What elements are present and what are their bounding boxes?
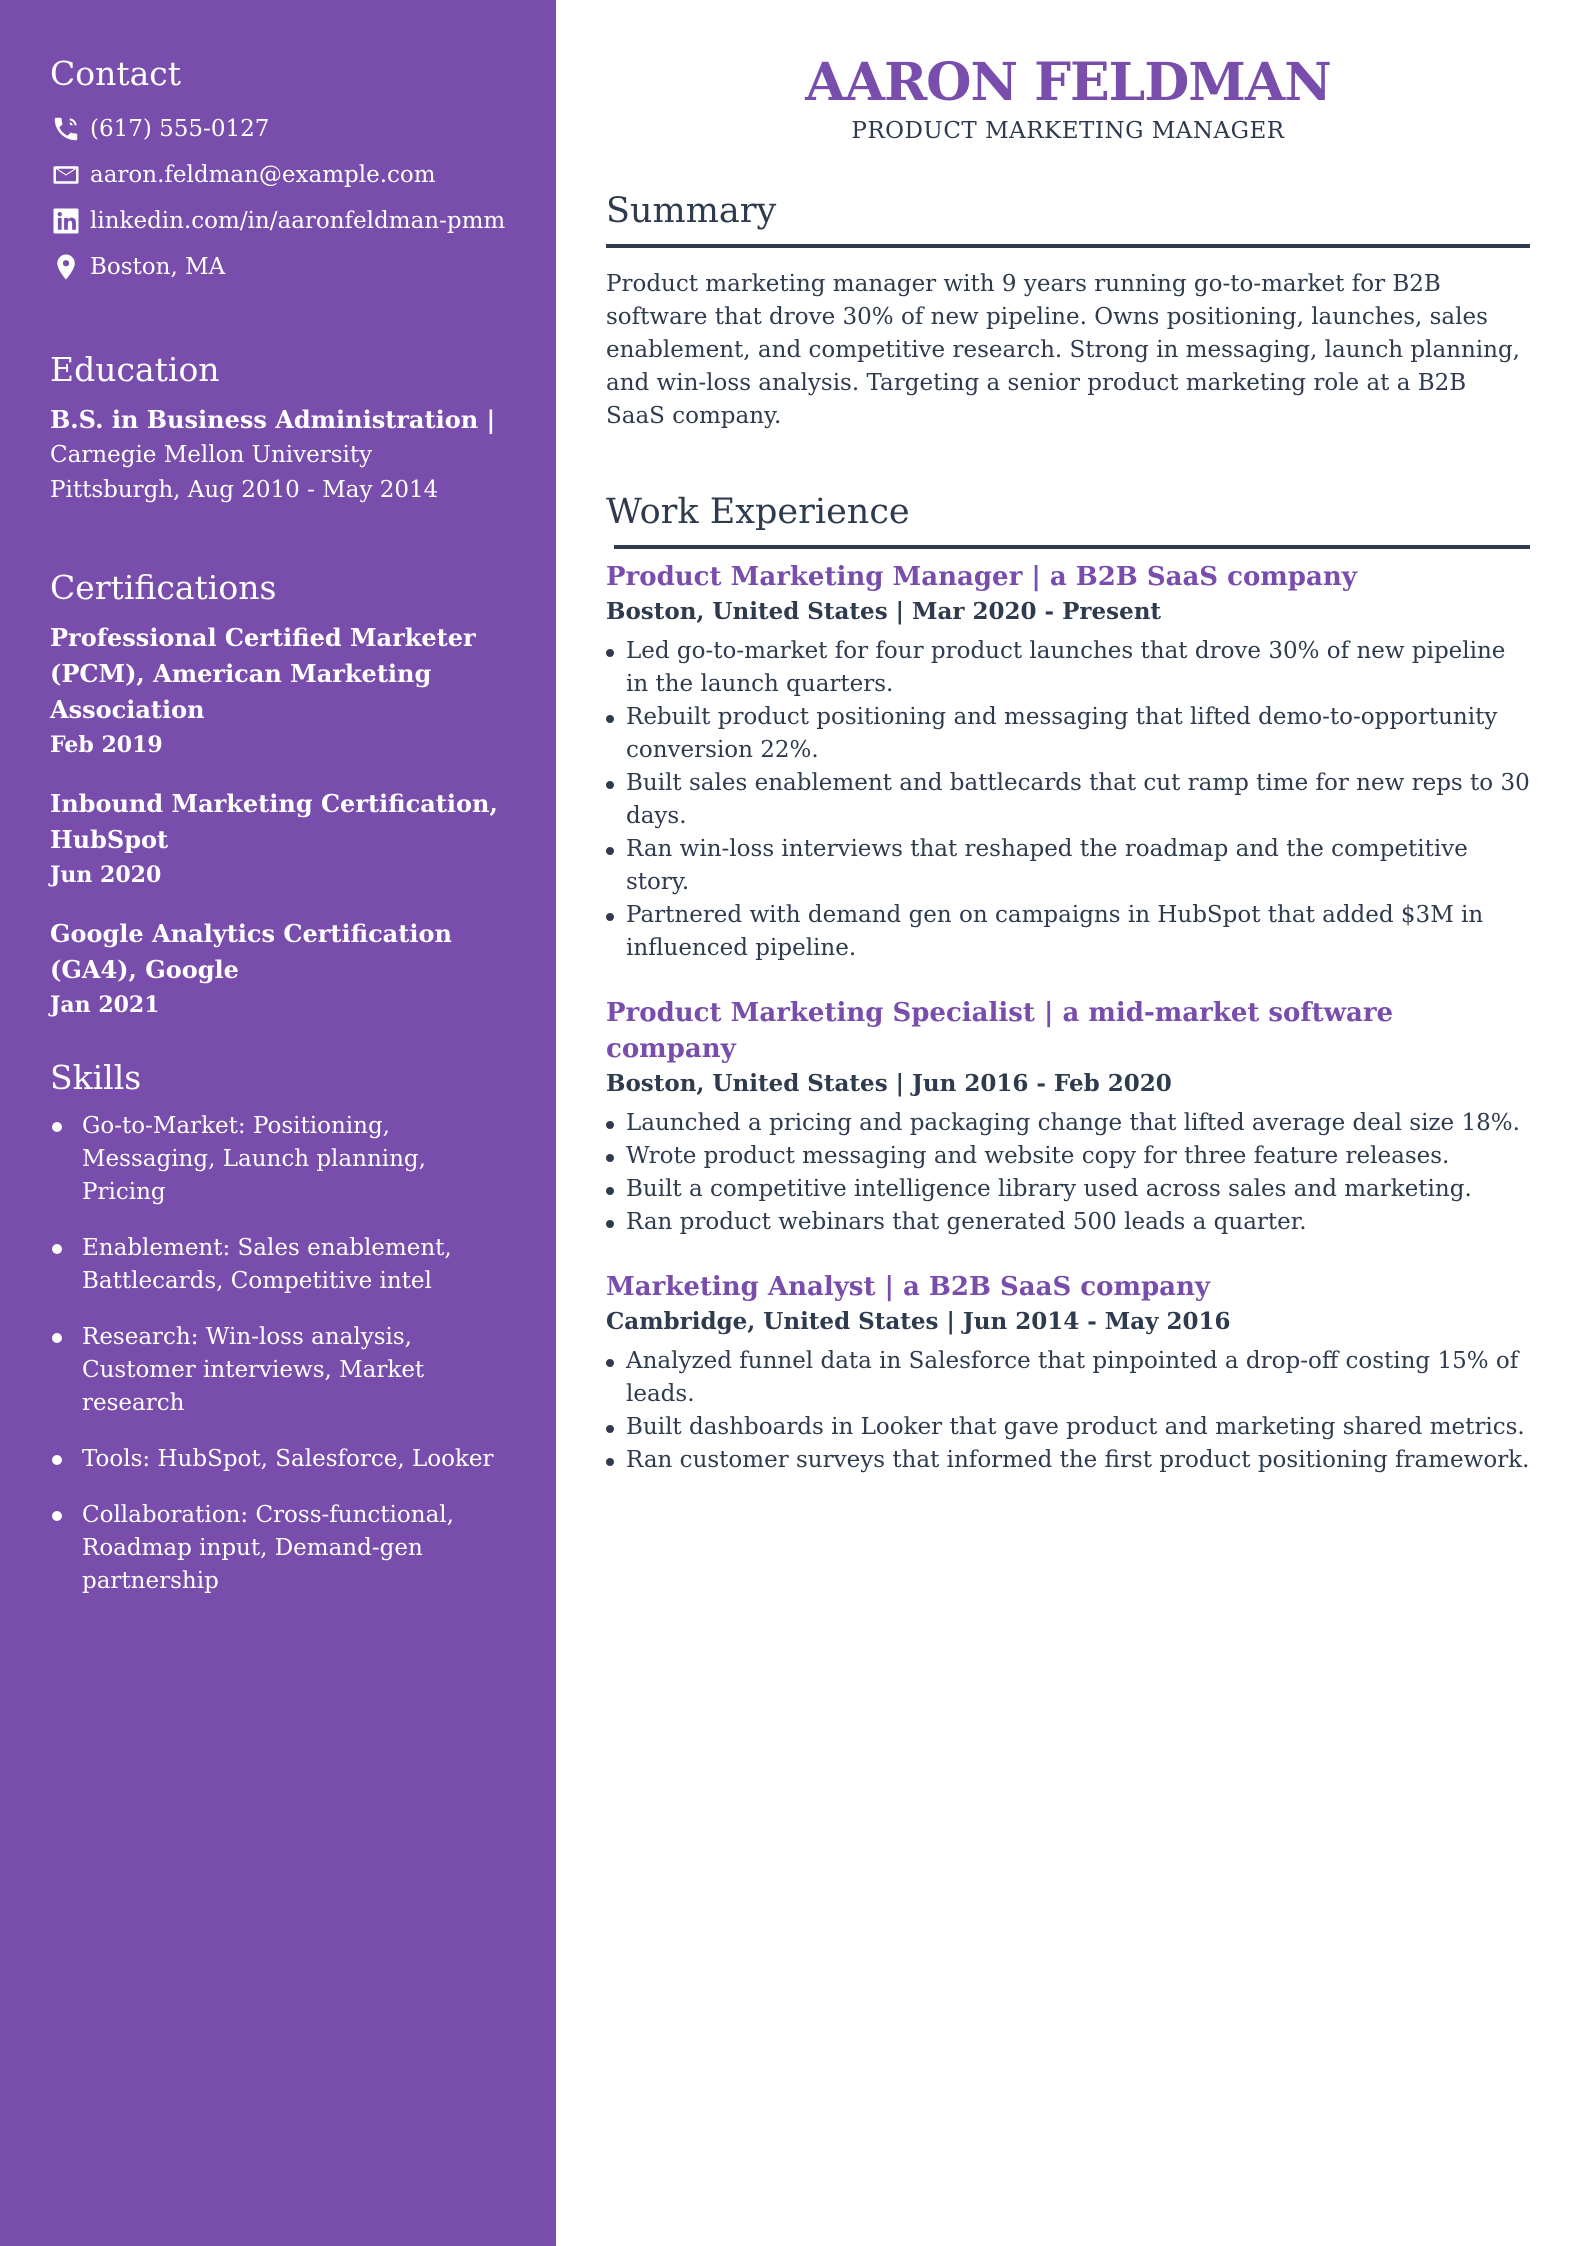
summary-text: Product marketing manager with 9 years running go-to-market for B2B software that drove 30% of new pipeline. Owns positioning, launches, sales enablement, and competitive research. Strong in messaging, launch planning, and win-loss analysis. Targeting a senior product marketing role at a B2B SaaS company. (606, 271, 1520, 429)
skill-item: Enablement: Sales enablement, Battlecards, Competitive intel (50, 1232, 516, 1298)
summary-heading: Summary (606, 191, 777, 231)
job-bullet: Launched a pricing and packaging change that lifted average deal size 18%. (606, 1107, 1530, 1140)
location-pin-icon (50, 251, 82, 283)
job-bullet: Ran product webinars that generated 500 leads a quarter. (606, 1206, 1530, 1239)
job-bullet: Analyzed funnel data in Salesforce that pinpointed a drop-off costing 15% of leads. (606, 1345, 1530, 1411)
certifications-heading: Certifications (50, 568, 277, 607)
education-degree: B.S. in Business Administration | (50, 405, 496, 434)
section-divider (614, 545, 1530, 549)
job-meta: Boston, United States | Mar 2020 - Present (606, 598, 1162, 625)
certifications-section (50, 566, 516, 1022)
education-heading: Education (50, 350, 220, 389)
job-bullet: Partnered with demand gen on campaigns in HubSpot that added $3M in influenced pipeline. (606, 899, 1530, 965)
job-bullet: Wrote product messaging and website copy for three feature releases. (606, 1140, 1530, 1173)
phone-text: (617) 555-0127 (90, 116, 270, 142)
contact-linkedin (50, 198, 516, 244)
skills-heading: Skills (50, 1058, 142, 1097)
linkedin-icon (50, 205, 82, 237)
skill-item: Research: Win-loss analysis, Customer interviews, Market research (50, 1321, 516, 1420)
job-title: Product Marketing Specialist | a mid-market software company (606, 998, 1394, 1064)
certification-name: Google Analytics Certification (GA4), Google (50, 919, 452, 984)
location-text: Boston, MA (90, 254, 226, 280)
education-details: Pittsburgh, Aug 2010 - May 2014 (50, 477, 439, 503)
email-link[interactable]: aaron.feldman@example.com (90, 162, 436, 188)
candidate-name: AARON FELDMAN (805, 52, 1331, 113)
main-content (606, 0, 1530, 1507)
contact-location (50, 244, 516, 290)
certification-date: Jun 2020 (50, 862, 162, 888)
experience-heading: Work Experience (606, 492, 910, 532)
skill-item: Go-to-Market: Positioning, Messaging, Launch planning, Pricing (50, 1110, 516, 1209)
education-school: Carnegie Mellon University (50, 442, 373, 468)
mail-icon (50, 159, 82, 191)
job-bullet: Led go-to-market for four product launches that drove 30% of new pipeline in the launch quarters. (606, 635, 1530, 701)
job-bullet: Built sales enablement and battlecards that cut ramp time for new reps to 30 days. (606, 767, 1530, 833)
section-divider (606, 244, 1530, 248)
certification-item (50, 786, 516, 892)
certification-date: Jan 2021 (50, 992, 160, 1018)
certification-name: Inbound Marketing Certification, HubSpot (50, 789, 498, 854)
contact-phone (50, 106, 516, 152)
phone-icon (50, 113, 82, 145)
certification-item (50, 916, 516, 1022)
job-bullet: Built dashboards in Looker that gave product and marketing shared metrics. (606, 1411, 1530, 1444)
linkedin-link[interactable]: linkedin.com/in/aaronfeldman-pmm (90, 208, 506, 234)
contact-heading: Contact (50, 54, 182, 93)
certification-name: Professional Certified Marketer (PCM), American Marketing Association (50, 623, 476, 724)
job-entry (606, 1269, 1530, 1477)
candidate-title: PRODUCT MARKETING MANAGER (851, 118, 1285, 144)
certification-item (50, 620, 516, 762)
job-bullets (606, 635, 1530, 965)
job-bullets (606, 1345, 1530, 1477)
job-title: Product Marketing Manager | a B2B SaaS company (606, 562, 1357, 592)
sidebar (0, 0, 556, 2246)
job-entry (606, 559, 1530, 965)
skill-item: Collaboration: Cross-functional, Roadmap input, Demand-gen partnership (50, 1499, 516, 1598)
job-title: Marketing Analyst | a B2B SaaS company (606, 1272, 1211, 1302)
job-bullet: Ran win-loss interviews that reshaped the roadmap and the competitive story. (606, 833, 1530, 899)
contact-email (50, 152, 516, 198)
job-bullets (606, 1107, 1530, 1239)
skills-section (50, 1056, 516, 1598)
job-bullet: Rebuilt product positioning and messaging that lifted demo-to-opportunity conversion 22%. (606, 701, 1530, 767)
skills-list (50, 1110, 516, 1598)
job-entry (606, 995, 1530, 1239)
summary-section (606, 188, 1530, 433)
job-meta: Boston, United States | Jun 2016 - Feb 2020 (606, 1070, 1172, 1097)
skill-item: Tools: HubSpot, Salesforce, Looker (50, 1443, 516, 1476)
education-section (50, 348, 516, 508)
experience-section (606, 489, 1530, 1477)
job-bullet: Ran customer surveys that informed the first product positioning framework. (606, 1444, 1530, 1477)
job-meta: Cambridge, United States | Jun 2014 - May 2016 (606, 1308, 1231, 1335)
job-bullet: Built a competitive intelligence library used across sales and marketing. (606, 1173, 1530, 1206)
certification-date: Feb 2019 (50, 732, 163, 758)
